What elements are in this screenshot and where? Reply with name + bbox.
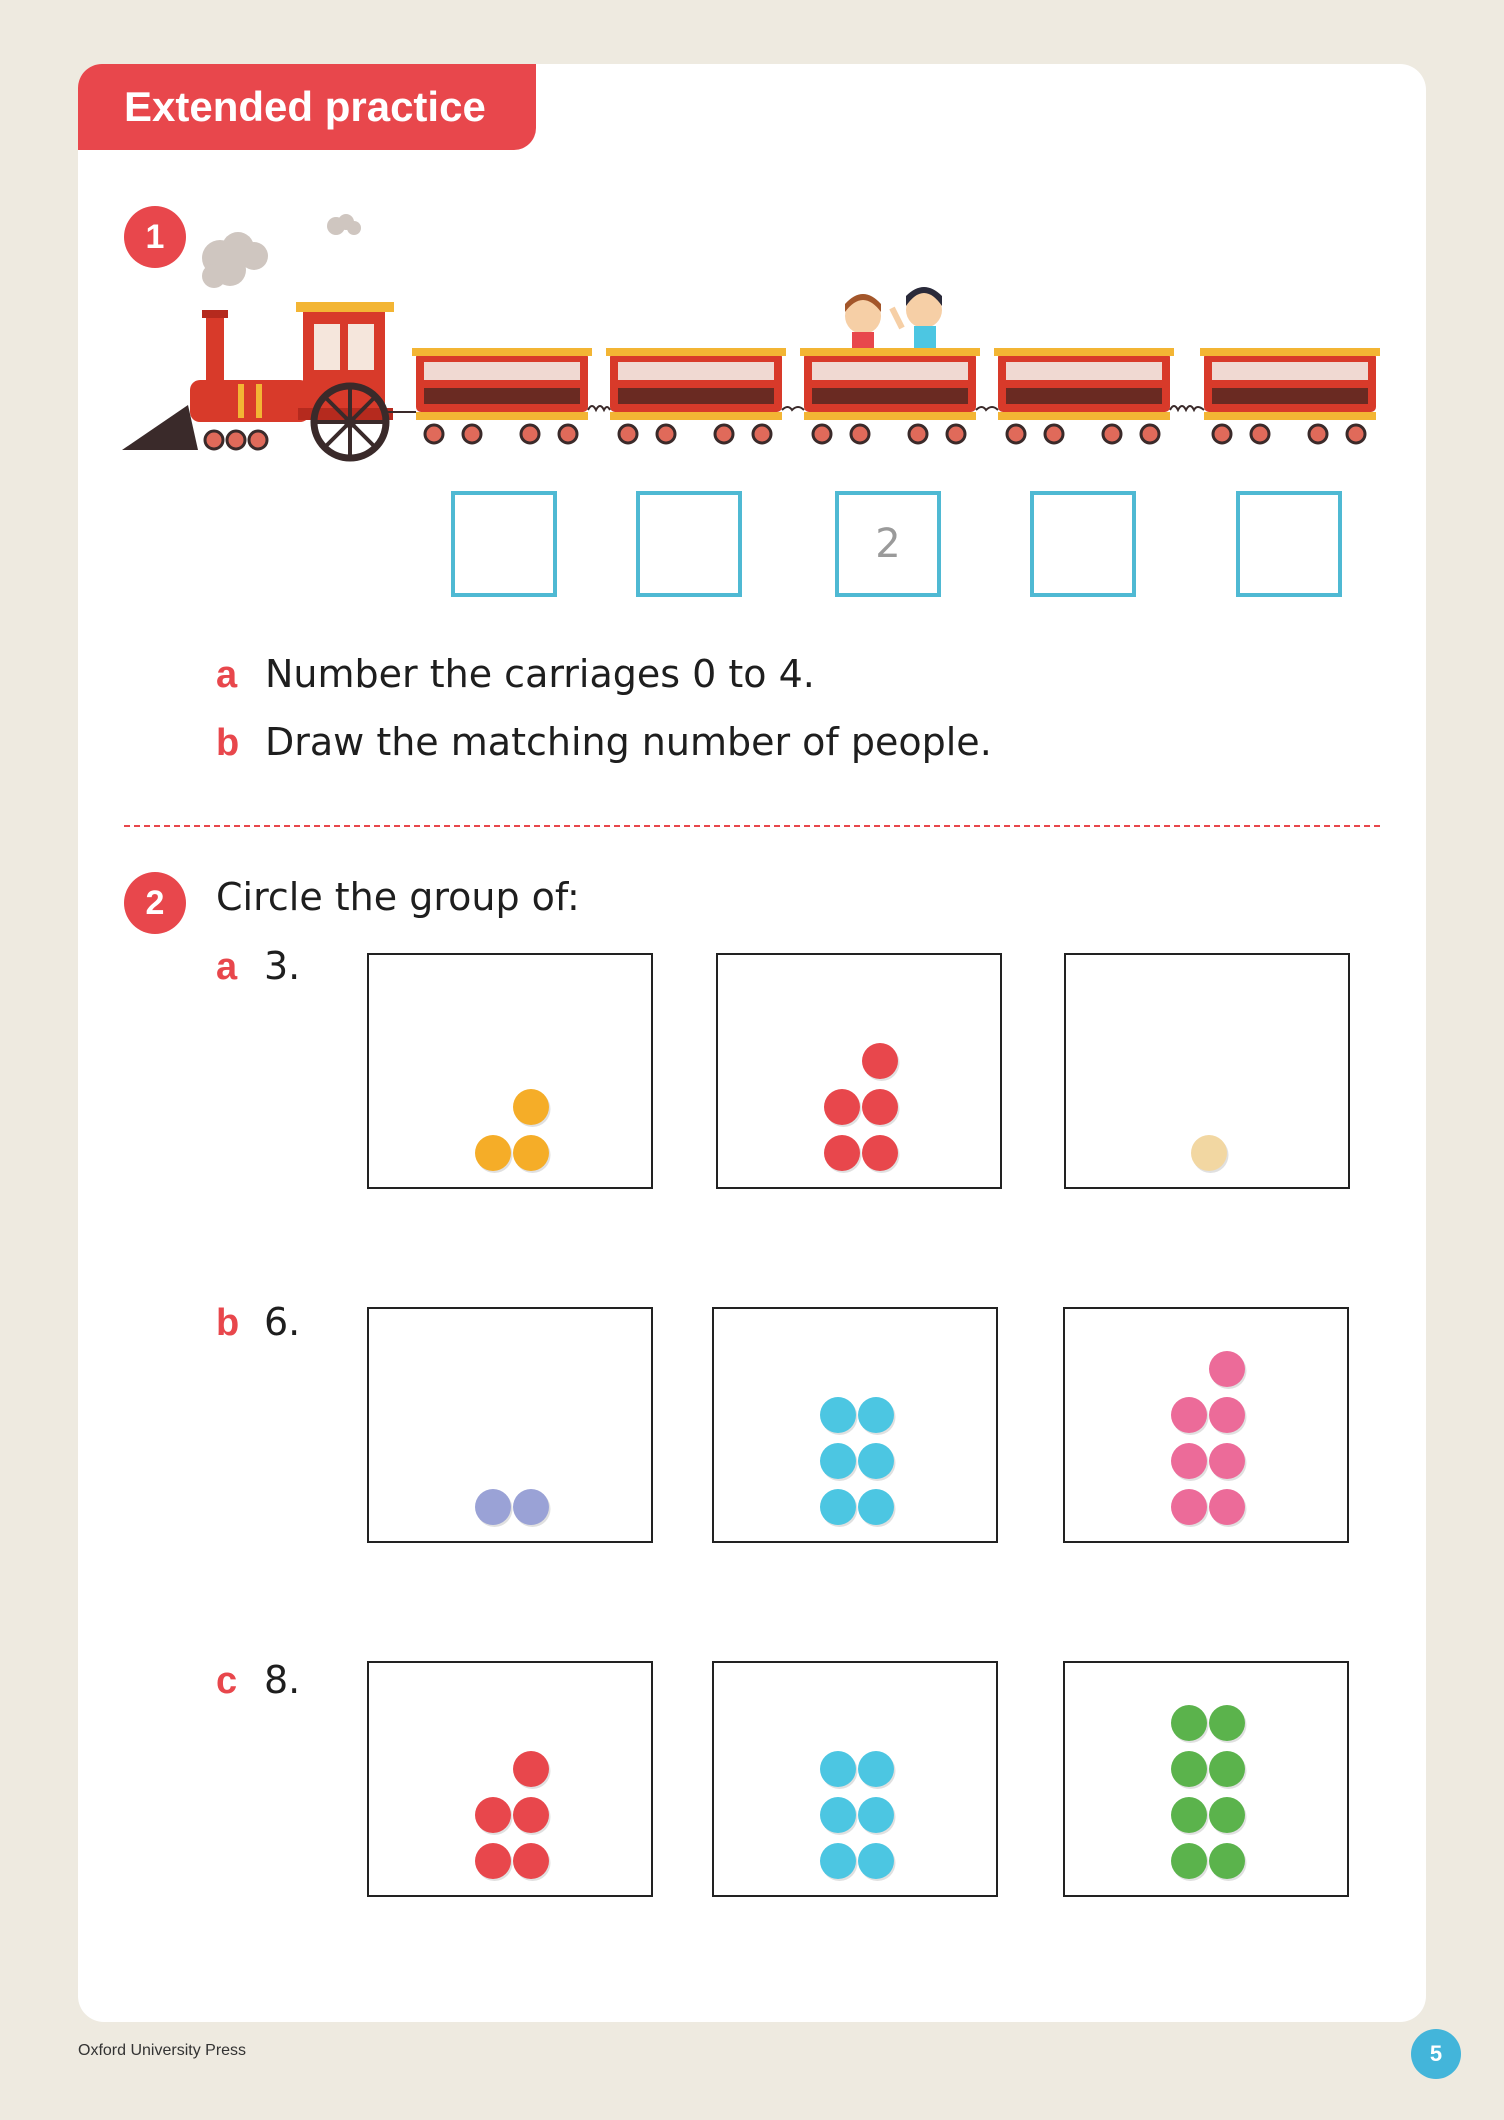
group-box-c-1[interactable] — [367, 1661, 653, 1897]
page-number: 5 — [1411, 2029, 1461, 2079]
counter-group — [369, 1663, 651, 1895]
counter-dot — [1171, 1489, 1207, 1525]
carriage-2 — [800, 287, 980, 443]
carriage-1 — [606, 348, 786, 443]
counter-dot — [858, 1797, 894, 1833]
counter-dot — [820, 1751, 856, 1787]
counter-dot — [1171, 1797, 1207, 1833]
locomotive — [122, 302, 394, 458]
counter-dot — [862, 1135, 898, 1171]
counter-dot — [862, 1089, 898, 1125]
carriage-number-box-3[interactable] — [1030, 491, 1136, 597]
counter-dot — [513, 1751, 549, 1787]
counter-dot — [475, 1843, 511, 1879]
counter-dot — [1209, 1751, 1245, 1787]
instruction-a-text: Number the carriages 0 to 4. — [265, 652, 815, 696]
counter-dot — [1171, 1705, 1207, 1741]
counter-dot — [820, 1443, 856, 1479]
row-letter-a: a — [216, 946, 238, 988]
counter-dot — [475, 1489, 511, 1525]
question-1-badge: 1 — [124, 206, 186, 268]
counter-dot — [1209, 1489, 1245, 1525]
counter-dot — [824, 1089, 860, 1125]
counter-dot — [513, 1843, 549, 1879]
counter-dot — [513, 1089, 549, 1125]
group-box-b-2[interactable] — [712, 1307, 998, 1543]
instruction-letter-a: a — [216, 654, 238, 696]
carriage-number-box-2[interactable]: 2 — [835, 491, 941, 597]
counter-dot — [1171, 1751, 1207, 1787]
group-box-b-3[interactable] — [1063, 1307, 1349, 1543]
group-box-c-3[interactable] — [1063, 1661, 1349, 1897]
section-divider — [124, 825, 1380, 827]
instruction-b-text: Draw the matching number of people. — [265, 720, 992, 764]
carriage-number-box-0[interactable] — [451, 491, 557, 597]
row-letter-c: c — [216, 1660, 238, 1702]
counter-group — [369, 1309, 651, 1541]
publisher-credit: Oxford University Press — [78, 2042, 247, 2059]
counter-dot — [513, 1489, 549, 1525]
carriage-number-box-1[interactable] — [636, 491, 742, 597]
counter-group — [1065, 1309, 1347, 1541]
counter-dot — [1209, 1351, 1245, 1387]
counter-dot — [513, 1135, 549, 1171]
question-2-prompt: Circle the group of: — [216, 875, 580, 919]
counter-group — [714, 1309, 996, 1541]
child-girl — [845, 294, 881, 354]
counter-dot — [824, 1135, 860, 1171]
train-illustration — [118, 200, 1388, 470]
row-b-target: 6. — [264, 1300, 301, 1344]
carriage-4 — [1200, 348, 1380, 443]
row-a-target: 3. — [264, 944, 301, 988]
counter-group — [369, 955, 651, 1187]
row-c-target: 8. — [264, 1658, 301, 1702]
counter-dot — [1209, 1797, 1245, 1833]
group-box-a-1[interactable] — [367, 953, 653, 1189]
counter-dot — [1209, 1443, 1245, 1479]
counter-dot — [858, 1843, 894, 1879]
counter-group — [718, 955, 1000, 1187]
child-boy — [892, 287, 942, 354]
group-box-a-3[interactable] — [1064, 953, 1350, 1189]
counter-dot — [1209, 1843, 1245, 1879]
row-letter-b: b — [216, 1302, 240, 1344]
counter-group — [1066, 955, 1348, 1187]
counter-dot — [858, 1443, 894, 1479]
section-banner: Extended practice — [78, 64, 536, 150]
counter-dot — [862, 1043, 898, 1079]
counter-dot — [858, 1751, 894, 1787]
group-box-a-2[interactable] — [716, 953, 1002, 1189]
question-2-badge: 2 — [124, 872, 186, 934]
counter-group — [1065, 1663, 1347, 1895]
counter-dot — [820, 1489, 856, 1525]
carriage-0 — [412, 348, 592, 443]
counter-dot — [820, 1843, 856, 1879]
counter-dot — [858, 1397, 894, 1433]
counter-dot — [475, 1797, 511, 1833]
counter-dot — [820, 1397, 856, 1433]
instruction-letter-b: b — [216, 722, 240, 764]
counter-dot — [1171, 1843, 1207, 1879]
smoke-cloud — [202, 214, 361, 288]
counter-dot — [1191, 1135, 1227, 1171]
counter-dot — [858, 1489, 894, 1525]
counter-dot — [1209, 1397, 1245, 1433]
group-box-b-1[interactable] — [367, 1307, 653, 1543]
group-box-c-2[interactable] — [712, 1661, 998, 1897]
counter-dot — [820, 1797, 856, 1833]
counter-dot — [1171, 1443, 1207, 1479]
counter-dot — [475, 1135, 511, 1171]
counter-dot — [1209, 1705, 1245, 1741]
counter-dot — [1171, 1397, 1207, 1433]
counter-group — [714, 1663, 996, 1895]
carriage-number-box-4[interactable] — [1236, 491, 1342, 597]
carriage-3 — [994, 348, 1174, 443]
counter-dot — [513, 1797, 549, 1833]
